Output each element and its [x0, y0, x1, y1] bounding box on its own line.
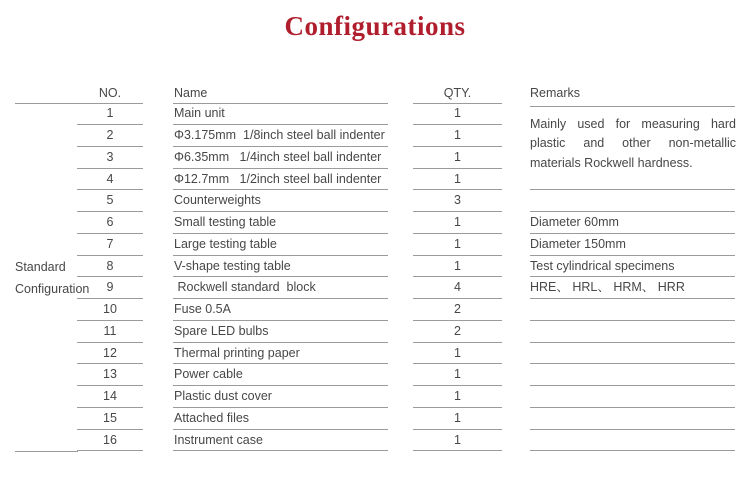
cell-no: 2: [77, 125, 143, 147]
cell-no: 14: [77, 386, 143, 408]
row-group-label-line1: Standard: [15, 260, 66, 274]
table-row: [0, 364, 750, 386]
table-row: [0, 169, 750, 191]
column-header-no: NO.: [98, 86, 122, 100]
cell-remarks: [530, 125, 735, 147]
merged-remark-text: Mainly used for measuring hard plastic and other non-metallic materials Rockwell hardness.: [530, 117, 736, 170]
cell-name: Thermal printing paper: [173, 343, 388, 365]
cell-qty: 1: [413, 169, 502, 191]
table-row: [0, 147, 750, 169]
row-group-label-line2: Configuration: [15, 282, 90, 296]
cell-no: 6: [77, 212, 143, 234]
cell-name: Plastic dust cover: [173, 386, 388, 408]
table-row: [0, 408, 750, 430]
cell-no: 13: [77, 364, 143, 386]
cell-remarks: [530, 103, 735, 125]
table-row: [0, 386, 750, 408]
cell-name: V-shape testing table: [173, 256, 388, 278]
cell-qty: 1: [413, 125, 502, 147]
cell-name: Instrument case: [173, 430, 388, 452]
cell-remarks: Diameter 60mm: [530, 212, 735, 234]
cell-name: Φ3.175mm 1/8inch steel ball indenter: [173, 125, 388, 147]
cell-qty: 2: [413, 299, 502, 321]
table-row: [0, 299, 750, 321]
cell-no: 8: [77, 256, 143, 278]
cell-no: 3: [77, 147, 143, 169]
cell-qty: 1: [413, 343, 502, 365]
table-row: [0, 212, 750, 234]
cell-qty: 1: [413, 212, 502, 234]
table-row: [0, 277, 750, 299]
table-row: [0, 103, 750, 125]
cell-qty: 1: [413, 103, 502, 125]
table-row: [0, 234, 750, 256]
cell-remarks: [530, 408, 735, 430]
cell-name: Large testing table: [173, 234, 388, 256]
table-rows: [0, 103, 750, 451]
column-header-name: Name: [174, 86, 208, 100]
cell-qty: 1: [413, 408, 502, 430]
table-row: [0, 430, 750, 452]
cell-name: Fuse 0.5A: [173, 299, 388, 321]
cell-qty: 1: [413, 430, 502, 452]
table-row: [0, 256, 750, 278]
cell-remarks: Diameter 150mm: [530, 234, 735, 256]
cell-remarks: HRE、 HRL、 HRM、 HRR: [530, 277, 735, 299]
cell-no: 12: [77, 343, 143, 365]
cell-no: 5: [77, 190, 143, 212]
table-row: [0, 125, 750, 147]
cell-remarks: Test cylindrical specimens: [530, 256, 735, 278]
cell-name: Attached files: [173, 408, 388, 430]
cell-name: Rockwell standard block: [173, 277, 388, 299]
cell-qty: 1: [413, 147, 502, 169]
table-row: [0, 190, 750, 212]
cell-no: 16: [77, 430, 143, 452]
cell-remarks: [530, 343, 735, 365]
cell-no: 11: [77, 321, 143, 343]
cell-no: 9: [77, 277, 143, 299]
cell-name: Power cable: [173, 364, 388, 386]
cell-no: 10: [77, 299, 143, 321]
cell-remarks: [530, 190, 735, 212]
cell-name: Counterweights: [173, 190, 388, 212]
cell-qty: 2: [413, 321, 502, 343]
page-title: Configurations: [284, 11, 466, 41]
column-header-remarks: Remarks: [530, 86, 581, 100]
cell-qty: 1: [413, 256, 502, 278]
cell-qty: 1: [413, 364, 502, 386]
cell-remarks: [530, 147, 735, 169]
cell-no: 1: [77, 103, 143, 125]
cell-no: 15: [77, 408, 143, 430]
cell-name: Main unit: [173, 103, 388, 125]
cell-qty: 4: [413, 277, 502, 299]
cell-qty: 1: [413, 234, 502, 256]
column-header-qty: QTY.: [443, 86, 472, 100]
cell-no: 7: [77, 234, 143, 256]
cell-remarks: [530, 299, 735, 321]
cell-remarks: [530, 321, 735, 343]
cell-name: Small testing table: [173, 212, 388, 234]
cell-qty: 3: [413, 190, 502, 212]
cell-remarks: [530, 386, 735, 408]
cell-remarks: [530, 364, 735, 386]
table-row: [0, 321, 750, 343]
cell-remarks: [530, 430, 735, 452]
cell-remarks: [530, 169, 735, 191]
cell-name: Spare LED bulbs: [173, 321, 388, 343]
cell-qty: 1: [413, 386, 502, 408]
cell-name: Φ12.7mm 1/2inch steel ball indenter: [173, 169, 388, 191]
table-row: [0, 343, 750, 365]
cell-no: 4: [77, 169, 143, 191]
cell-name: Φ6.35mm 1/4inch steel ball indenter: [173, 147, 388, 169]
